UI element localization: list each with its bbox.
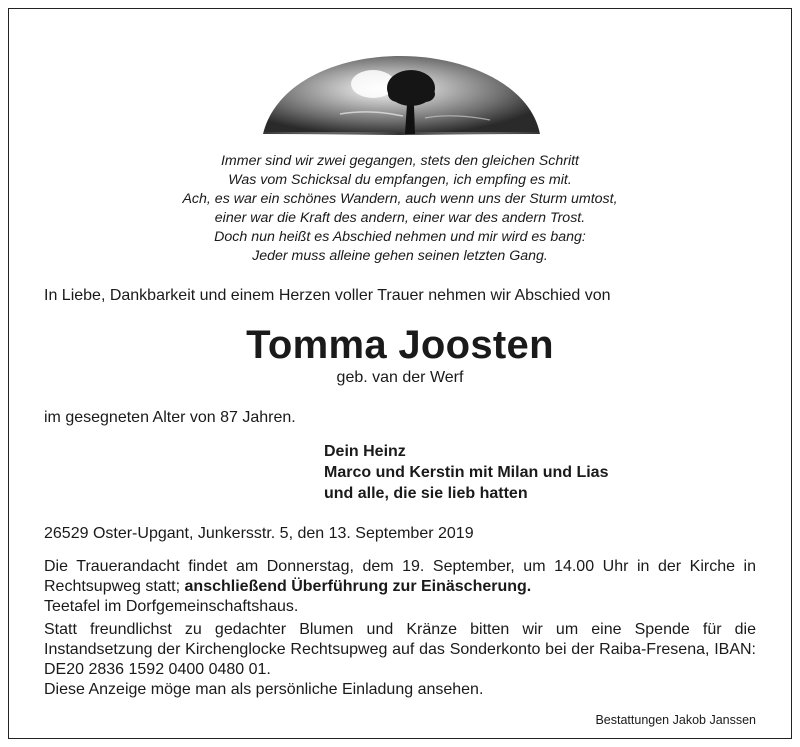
tea-info: Teetafel im Dorfgemeinschaftshaus. [44,598,299,615]
funeral-transfer: anschließend Überführung zur Einäscherung. [184,578,532,595]
mourner: Dein Heinz [324,443,406,460]
donation-info: Statt freundlichst zu gedachter Blumen und Kränze bitten wir um eine Spende für die Instandsetzung der Kirchenglocke Rechtsupweg auf das Sonderkonto bei der Raiba-Fresena, IBAN: DE20 2836 1592 0400 0480 01. [44,621,756,678]
maiden-name: geb. van der Werf [336,369,464,386]
place-date: 26529 Oster-Upgant, Junkersstr. 5, den 13. September 2019 [44,525,474,542]
tree-sky-emblem [255,44,545,144]
poem-line: Ach, es war ein schönes Wandern, auch wenn uns der Sturm umtost, [182,191,618,207]
mourner: Marco und Kerstin mit Milan und Lias [324,464,609,481]
poem-line: einer war die Kraft des andern, einer war des andern Trost. [214,210,586,226]
age-line: im gesegneten Alter von 87 Jahren. [44,409,296,426]
deceased-name: Tomma Joosten [246,323,554,367]
poem [0,152,800,266]
mourners-list [324,441,608,504]
poem-line: Jeder muss alleine gehen seinen letzten Gang. [252,248,548,264]
poem-line: Doch nun heißt es Abschied nehmen und mir wird es bang: [214,229,586,245]
mourner: und alle, die sie lieb hatten [324,485,528,502]
intro-text: In Liebe, Dankbarkeit und einem Herzen voller Trauer nehmen wir Abschied von [44,287,611,304]
poem-line: Immer sind wir zwei gegangen, stets den gleichen Schritt [220,153,579,169]
undertaker: Bestattungen Jakob Janssen [595,713,756,727]
invitation-note: Diese Anzeige möge man als persönliche Einladung ansehen. [44,681,484,698]
poem-line: Was vom Schicksal du empfangen, ich empfing es mit. [228,172,572,188]
funeral-text: Die Trauerandacht findet am Donnerstag, dem 19. September, um 14.00 Uhr in der Kirche in Rechtsupweg statt; [44,558,756,595]
funeral-info [44,557,756,597]
